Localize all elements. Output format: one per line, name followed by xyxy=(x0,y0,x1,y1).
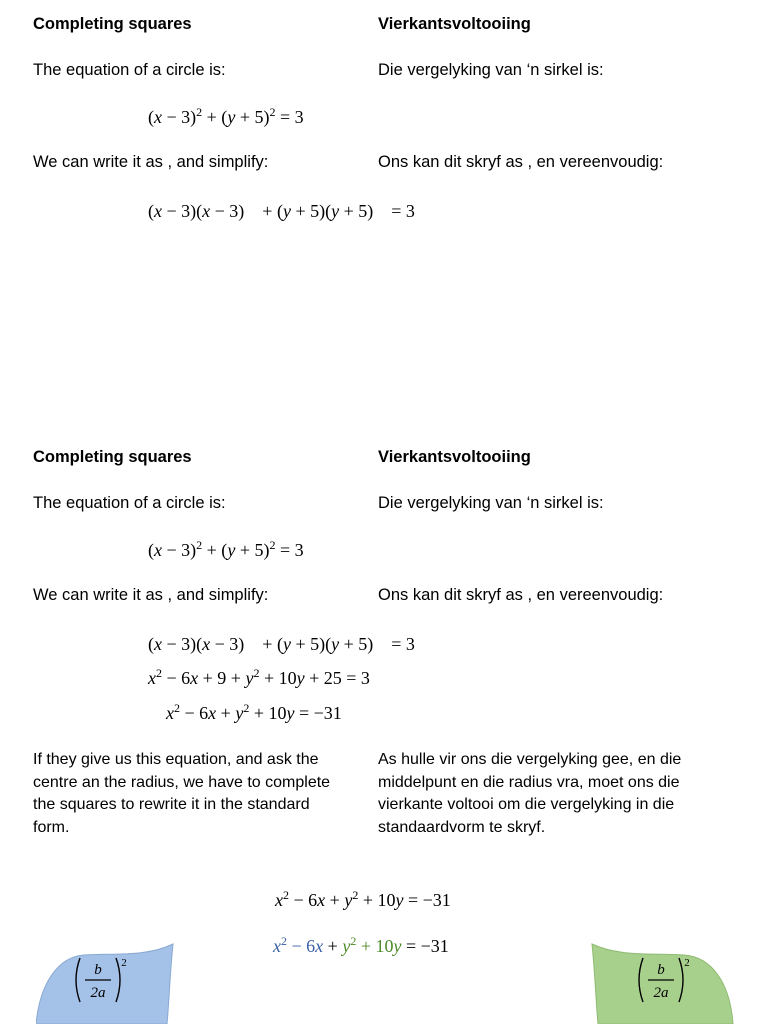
paragraph-af: As hulle vir ons die vergelyking gee, en die middelpunt en die radius vra, moet ons die vierkante voltooi om die vergelyking in die standaardvorm te skryf. xyxy=(378,751,682,836)
formula-b-over-2a-right xyxy=(633,952,693,1008)
equation-expanded-2: (x − 3)(x − 3) + (y + 5)(y + 5) = 3 xyxy=(148,634,415,654)
equation-simplified: $x^2 - 6x + y^2 + 10y = -31$ xyxy=(166,701,342,723)
heading-af-2: Vierkantsvoltooiing xyxy=(378,448,531,466)
intro-en-1: The equation of a circle is: xyxy=(33,61,226,79)
equation-circle-2: $(x - 3)^2 + (y + 5)^2 = 3$ xyxy=(148,538,304,560)
y-terms: $y^2 + 10y$ xyxy=(342,934,402,956)
heading-af-1: Vierkantsvoltooiing xyxy=(378,15,531,33)
write-en-1: We can write it as , and simplify: xyxy=(33,153,269,171)
equation-given: $x^2 - 6x + y^2 + 10y = -31$ xyxy=(275,888,451,910)
intro-af-1: Die vergelyking van ‘n sirkel is: xyxy=(378,61,604,79)
numerator-left: b xyxy=(94,962,102,978)
heading-en-2: Completing squares xyxy=(33,448,192,466)
equation-colored: $x^2 - 6x + y^2 + 10y = -31$ xyxy=(273,934,449,956)
x-terms: $x^2 - 6x$ xyxy=(273,934,324,956)
equation-multiplied: $x^2 - 6x + 9 + y^2 + 10y + 25 = 3$ xyxy=(148,666,370,688)
exponent-right: 2 xyxy=(684,957,690,969)
denominator-right: 2a xyxy=(653,985,669,1001)
write-af-1: Ons kan dit skryf as , en vereenvoudig: xyxy=(378,153,664,171)
intro-en-2: The equation of a circle is: xyxy=(33,494,226,512)
equation-expanded-1: (x − 3)(x − 3) + (y + 5)(y + 5) = 3 xyxy=(148,201,415,221)
heading-en-1: Completing squares xyxy=(33,15,192,33)
denominator-left: 2a xyxy=(90,985,106,1001)
intro-af-2: Die vergelyking van ‘n sirkel is: xyxy=(378,494,604,512)
numerator-right: b xyxy=(657,962,665,978)
paragraph-en: If they give us this equation, and ask the centre an the radius, we have to complete the squares to rewrite it in the standard form. xyxy=(33,751,331,836)
equation-circle-1: $(x - 3)^2 + (y + 5)^2 = 3$ xyxy=(148,105,304,127)
write-af-2: Ons kan dit skryf as , en vereenvoudig: xyxy=(378,586,664,604)
formula-b-over-2a-left xyxy=(70,952,130,1008)
write-en-2: We can write it as , and simplify: xyxy=(33,586,269,604)
exponent-left: 2 xyxy=(121,957,127,969)
